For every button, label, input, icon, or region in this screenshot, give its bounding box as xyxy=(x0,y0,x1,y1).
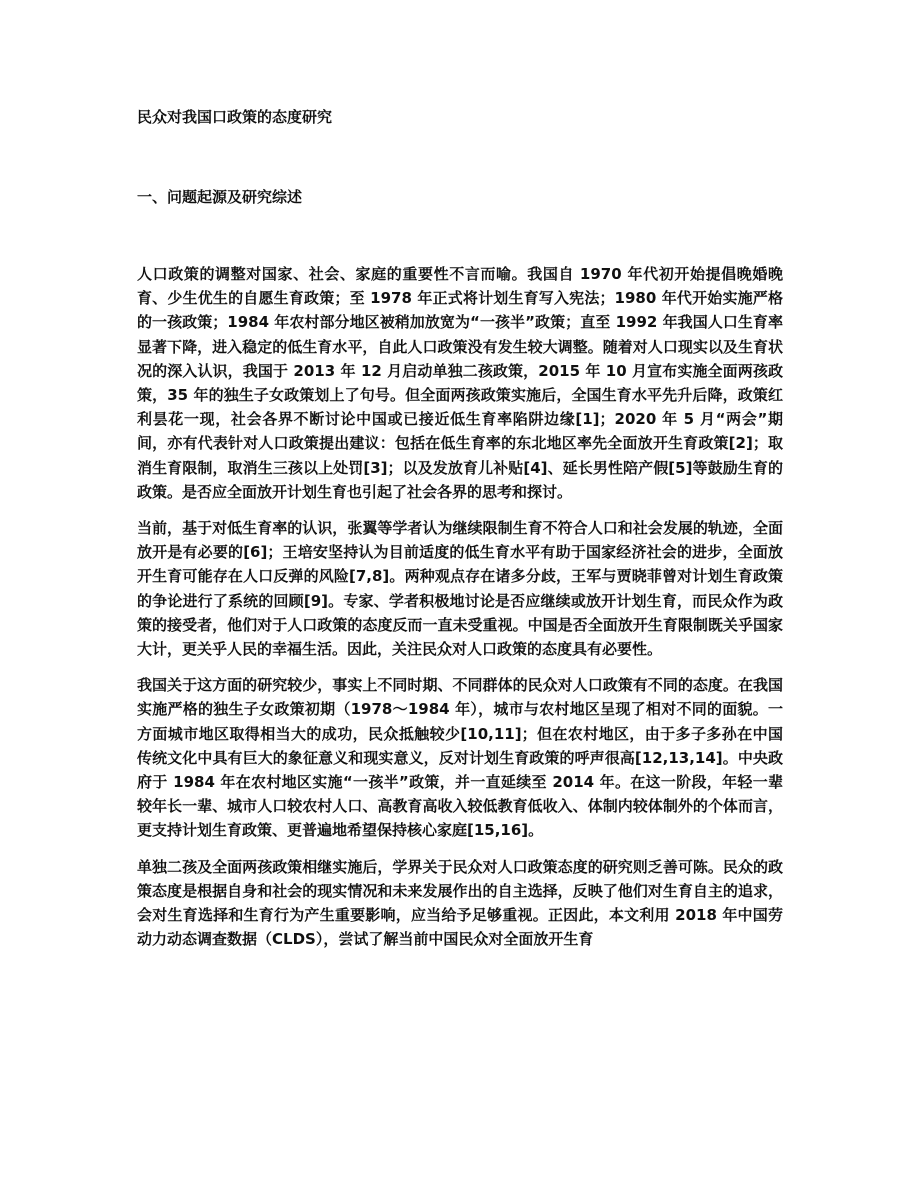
paragraph-1: 人口政策的调整对国家、社会、家庭的重要性不言而喻。我国自 1970 年代初开始提倡晚婚晚育、少生优生的自愿生育政策；至 1978 年正式将计划生育写入宪法；1980 年代开始实施严格的一孩政策；1984 年农村部分地区被稍加放宽为“一孩半”政策；直至 1992 年我国人口生育率显著下降，进入稳定的低生育水平，自此人口政策没有发生较大调整。随着对人口现实以及生育状况的深入认识，我国于 2013 年 12 月启动单独二孩政策，2015 年 10 月宣布实施全面两孩政策，35 年的独生子女政策划上了句号。但全面两孩政策实施后，全国生育水平先升后降，政策红利昙花一现，社会各界不断讨论中国或已接近低生育率陷阱边缘[1]；2020 年 5 月“两会”期间，亦有代表针对人口政策提出建议：包括在低生育率的东北地区率先全面放开生育政策[2]；取消生育限制，取消生三孩以上处罚[3]；以及发放育儿补贴[4]、延长男性陪产假[5]等鼓励生育的政策。是否应全面放开计划生育也引起了社会各界的思考和探讨。 xyxy=(137,265,783,501)
paragraph-2: 当前，基于对低生育率的认识，张翼等学者认为继续限制生育不符合人口和社会发展的轨迹，全面放开是有必要的[6]；王培安坚持认为目前适度的低生育水平有助于国家经济社会的进步，全面放开生育可能存在人口反弹的风险[7,8]。两种观点存在诸多分歧，王军与贾晓菲曾对计划生育政策的争论进行了系统的回顾[9]。专家、学者积极地讨论是否应继续或放开计划生育，而民众作为政策的接受者，他们对于人口政策的态度反而一直未受重视。中国是否全面放开生育限制既关乎国家大计，更关乎人民的幸福生活。因此，关注民众对人口政策的态度具有必要性。 xyxy=(137,519,783,659)
document-body xyxy=(137,262,783,963)
document-title: 民众对我国口政策的态度研究 xyxy=(137,108,333,126)
paragraph-3: 我国关于这方面的研究较少，事实上不同时期、不同群体的民众对人口政策有不同的态度。在我国实施严格的独生子女政策初期（1978～1984 年），城市与农村地区呈现了相对不同的面貌。一方面城市地区取得相当大的成功，民众抵触较少[10,11]；但在农村地区，由于多子多孙在中国传统文化中具有巨大的象征意义和现实意义，反对计划生育政策的呼声很高[12,13,14]。中央政府于 1984 年在农村地区实施“一孩半”政策，并一直延续至 2014 年。在这一阶段，年轻一辈较年长一辈、城市人口较农村人口、高教育高收入较低教育低收入、体制内较体制外的个体而言，更支持计划生育政策、更普遍地希望保持核心家庭[15,16]。 xyxy=(137,676,783,840)
paragraph-4: 单独二孩及全面两孩政策相继实施后，学界关于民众对人口政策态度的研究则乏善可陈。民众的政策态度是根据自身和社会的现实情况和未来发展作出的自主选择，反映了他们对生育自主的追求，会对生育选择和生育行为产生重要影响，应当给予足够重视。正因此，本文利用 2018 年中国劳动力动态调查数据（CLDS），尝试了解当前中国民众对全面放开生育 xyxy=(137,857,783,949)
section-heading: 一、问题起源及研究综述 xyxy=(137,188,303,206)
